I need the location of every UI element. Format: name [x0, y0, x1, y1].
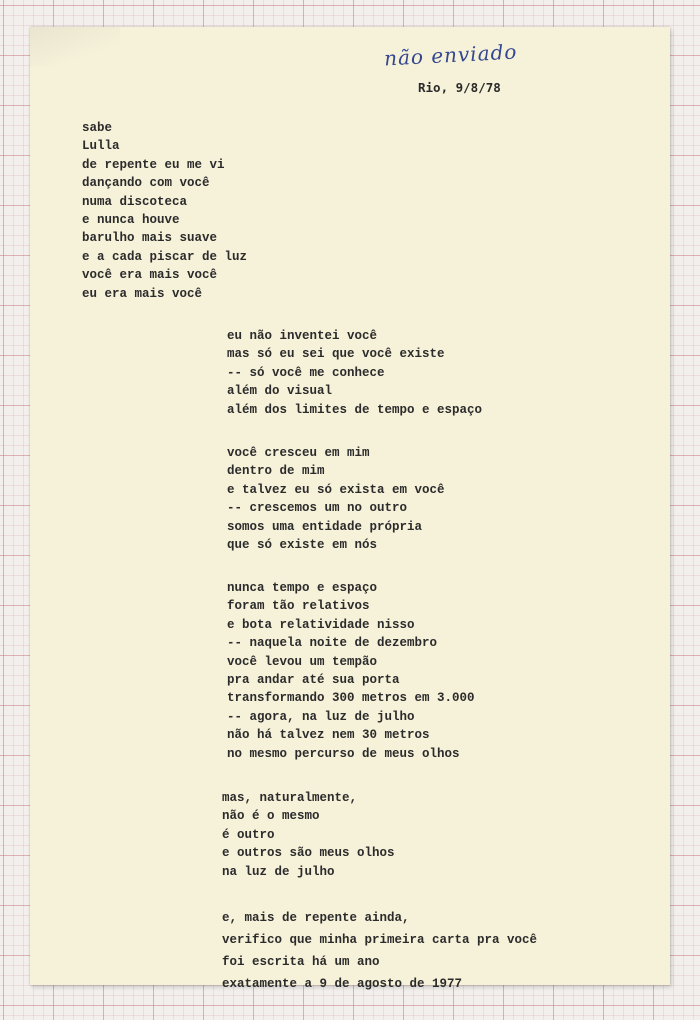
poem-line: você era mais você	[82, 268, 218, 283]
poem-line: dentro de mim	[227, 464, 325, 479]
handwritten-note: não enviado	[383, 39, 518, 71]
poem-line: eu era mais você	[82, 286, 203, 301]
poem-line: mas, naturalmente,	[222, 791, 358, 805]
poem-line: na luz de julho	[222, 864, 335, 879]
poem-line: Lulla	[82, 139, 120, 154]
poem-line: pra andar até sua porta	[227, 672, 400, 687]
poem-line: mas só eu sei que você existe	[227, 347, 445, 362]
letter-date: Rio, 9/8/78	[418, 80, 501, 95]
poem-line: eu não inventei você	[227, 329, 378, 343]
stanza-5	[222, 789, 395, 881]
poem-line: transformando 300 metros em 3.000	[227, 691, 475, 706]
stanza-2	[227, 327, 482, 419]
stanza-6	[222, 907, 537, 995]
poem-line: verifico que minha primeira carta pra você	[222, 933, 538, 947]
poem-line: no mesmo percurso de meus olhos	[227, 746, 460, 761]
poem-line: é outro	[222, 827, 275, 842]
poem-line: e, mais de repente ainda,	[222, 911, 410, 925]
stanza-3	[227, 444, 445, 554]
poem-line: que só existe em nós	[227, 537, 378, 552]
poem-line: foram tão relativos	[227, 599, 370, 614]
poem-line: -- só você me conhece	[227, 365, 385, 380]
poem-line: barulho mais suave	[82, 231, 218, 246]
poem-line: dançando com você	[82, 176, 210, 191]
stanza-4	[227, 579, 475, 763]
poem-line: somos uma entidade própria	[227, 519, 423, 534]
poem-line: e talvez eu só exista em você	[227, 482, 445, 497]
typed-letter-page	[30, 27, 670, 991]
poem-line: não há talvez nem 30 metros	[227, 728, 430, 743]
poem-line: foi escrita há um ano	[222, 955, 380, 969]
poem-line: e bota relatividade nisso	[227, 617, 415, 632]
poem-line: você levou um tempão	[227, 654, 378, 669]
poem-line: sabe	[82, 121, 113, 135]
poem-line: de repente eu me vi	[82, 157, 225, 172]
poem-line: -- naquela noite de dezembro	[227, 636, 438, 651]
poem-line: e outros são meus olhos	[222, 846, 395, 861]
poem-line: você cresceu em mim	[227, 446, 370, 460]
poem-line: numa discoteca	[82, 194, 188, 209]
poem-line: além dos limites de tempo e espaço	[227, 402, 483, 417]
stanza-1	[82, 119, 247, 303]
poem-line: -- crescemos um no outro	[227, 501, 408, 516]
poem-line: além do visual	[227, 384, 333, 399]
poem-line: nunca tempo e espaço	[227, 581, 378, 595]
poem-line: e nunca houve	[82, 212, 180, 227]
poem-line: e a cada piscar de luz	[82, 249, 248, 264]
poem-line: -- agora, na luz de julho	[227, 709, 415, 724]
poem-line: exatamente a 9 de agosto de 1977	[222, 977, 463, 991]
poem-line: não é o mesmo	[222, 809, 320, 824]
